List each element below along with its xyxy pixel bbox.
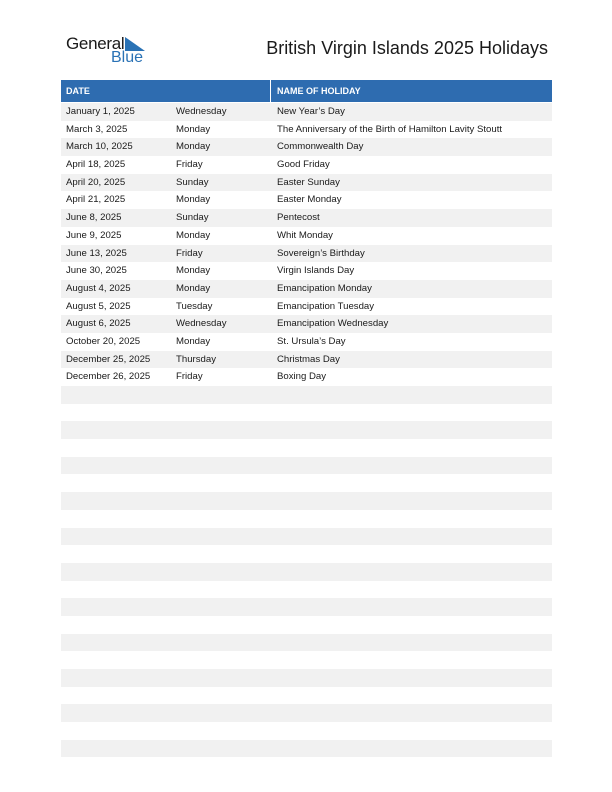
holiday-name: Easter Monday <box>277 194 342 206</box>
holiday-date: June 9, 2025 <box>66 229 122 241</box>
holiday-name <box>272 669 552 687</box>
holiday-name: Easter Sunday <box>277 176 340 188</box>
table-row <box>61 191 552 209</box>
holiday-weekday: Monday <box>176 265 211 277</box>
table-row <box>61 298 552 316</box>
logo-text-general: General <box>66 34 125 53</box>
holiday-name <box>272 563 552 581</box>
holiday-weekday <box>171 722 272 740</box>
logo-text-blue: Blue <box>111 49 144 66</box>
holiday-name <box>272 687 552 705</box>
table-row <box>61 510 552 528</box>
table-header <box>61 80 552 102</box>
holiday-date <box>61 704 171 722</box>
table-row <box>61 333 552 351</box>
holiday-date <box>61 510 171 528</box>
holiday-weekday <box>171 634 272 652</box>
table-row <box>61 227 552 245</box>
table-row <box>61 421 552 439</box>
holiday-name <box>272 651 552 669</box>
table-row <box>61 598 552 616</box>
holiday-weekday <box>171 457 272 475</box>
holiday-date: January 1, 2025 <box>66 106 135 117</box>
holiday-date: October 20, 2025 <box>66 335 141 347</box>
holiday-name: Christmas Day <box>277 353 340 365</box>
holiday-date <box>61 687 171 705</box>
holiday-weekday: Wednesday <box>176 318 227 330</box>
holiday-name: Good Friday <box>277 159 330 171</box>
table-row <box>61 103 552 121</box>
holiday-weekday: Monday <box>176 282 211 294</box>
holiday-name: The Anniversary of the Birth of Hamilton Lavity Stoutt <box>277 123 503 135</box>
holiday-weekday: Monday <box>176 194 211 206</box>
holiday-name: New Year’s Day <box>277 106 345 117</box>
holiday-date <box>61 421 171 439</box>
holiday-weekday: Friday <box>176 159 203 171</box>
holiday-date: March 3, 2025 <box>66 123 128 135</box>
page-title: British Virgin Islands 2025 Holidays <box>266 38 548 58</box>
holiday-date <box>61 757 171 775</box>
column-header-holiday-name: NAME OF HOLIDAY <box>277 86 361 96</box>
holiday-name <box>272 757 552 775</box>
holiday-table <box>61 80 552 775</box>
holiday-weekday <box>171 740 272 758</box>
holiday-date <box>61 581 171 599</box>
table-row <box>61 315 552 333</box>
table-row <box>61 245 552 263</box>
holiday-name <box>272 722 552 740</box>
holiday-weekday <box>171 510 272 528</box>
holiday-name: Boxing Day <box>277 371 327 383</box>
holiday-weekday <box>171 757 272 775</box>
holiday-date: April 18, 2025 <box>66 159 126 171</box>
holiday-date <box>61 545 171 563</box>
holiday-weekday <box>171 687 272 705</box>
holiday-date <box>61 651 171 669</box>
holiday-date <box>61 722 171 740</box>
table-row <box>61 545 552 563</box>
table-row <box>61 757 552 775</box>
holiday-weekday <box>171 598 272 616</box>
table-row <box>61 280 552 298</box>
column-header-date: DATE <box>61 80 271 102</box>
holiday-date: December 26, 2025 <box>66 371 151 383</box>
holiday-weekday <box>171 528 272 546</box>
holiday-name <box>272 404 552 422</box>
table-row <box>61 704 552 722</box>
table-row <box>61 439 552 457</box>
table-row <box>61 669 552 687</box>
table-row <box>61 174 552 192</box>
holiday-weekday <box>171 492 272 510</box>
table-row <box>61 616 552 634</box>
table-row <box>61 368 552 386</box>
holiday-weekday <box>171 474 272 492</box>
holiday-weekday <box>171 439 272 457</box>
logo <box>66 34 156 68</box>
holiday-date <box>61 563 171 581</box>
holiday-date <box>61 474 171 492</box>
holiday-date: March 10, 2025 <box>66 141 133 153</box>
holiday-date <box>61 492 171 510</box>
holiday-name <box>272 581 552 599</box>
holiday-name <box>272 439 552 457</box>
holiday-weekday <box>171 651 272 669</box>
holiday-weekday: Friday <box>176 371 203 383</box>
table-row <box>61 156 552 174</box>
table-row <box>61 651 552 669</box>
holiday-name <box>272 740 552 758</box>
holiday-name: Emancipation Monday <box>277 282 372 294</box>
holiday-weekday: Monday <box>176 141 211 153</box>
holiday-date <box>61 457 171 475</box>
holiday-date <box>61 439 171 457</box>
holiday-name: Emancipation Wednesday <box>277 318 389 330</box>
table-row <box>61 121 552 139</box>
holiday-date: August 6, 2025 <box>66 318 131 330</box>
holiday-name <box>272 474 552 492</box>
holiday-date: December 25, 2025 <box>66 353 151 365</box>
holiday-name <box>272 528 552 546</box>
holiday-weekday <box>171 616 272 634</box>
table-row <box>61 474 552 492</box>
holiday-name: Commonwealth Day <box>277 141 364 153</box>
holiday-weekday: Wednesday <box>176 106 227 117</box>
holiday-name <box>272 704 552 722</box>
holiday-weekday: Monday <box>176 229 211 241</box>
holiday-weekday: Tuesday <box>176 300 213 312</box>
holiday-weekday <box>171 563 272 581</box>
table-row <box>61 581 552 599</box>
holiday-date <box>61 616 171 634</box>
table-row <box>61 740 552 758</box>
holiday-date: August 4, 2025 <box>66 282 131 294</box>
holiday-weekday <box>171 404 272 422</box>
holiday-weekday <box>171 545 272 563</box>
table-row <box>61 404 552 422</box>
table-body <box>61 103 552 775</box>
holiday-name <box>272 510 552 528</box>
holiday-weekday: Thursday <box>176 353 216 365</box>
holiday-date <box>61 404 171 422</box>
holiday-date: June 8, 2025 <box>66 212 122 224</box>
table-row <box>61 209 552 227</box>
table-row <box>61 138 552 156</box>
holiday-date <box>61 669 171 687</box>
holiday-date: August 5, 2025 <box>66 300 131 312</box>
holiday-date: June 13, 2025 <box>66 247 127 259</box>
table-row <box>61 351 552 369</box>
holiday-name <box>272 634 552 652</box>
holiday-name: Virgin Islands Day <box>277 265 355 277</box>
holiday-weekday: Monday <box>176 123 211 135</box>
holiday-weekday <box>171 669 272 687</box>
holiday-name <box>272 457 552 475</box>
table-row <box>61 563 552 581</box>
holiday-name <box>272 545 552 563</box>
holiday-name <box>272 598 552 616</box>
holiday-weekday <box>171 581 272 599</box>
holiday-date <box>61 598 171 616</box>
holiday-name: Pentecost <box>277 212 320 224</box>
holiday-date <box>61 528 171 546</box>
holiday-weekday: Sunday <box>176 176 209 188</box>
holiday-name: St. Ursula’s Day <box>277 335 346 347</box>
table-row <box>61 492 552 510</box>
holiday-weekday: Monday <box>176 335 211 347</box>
holiday-name: Emancipation Tuesday <box>277 300 375 312</box>
table-row <box>61 634 552 652</box>
holiday-date <box>61 740 171 758</box>
holiday-weekday <box>171 386 272 404</box>
holiday-date: April 21, 2025 <box>66 194 126 206</box>
table-row <box>61 687 552 705</box>
table-row <box>61 386 552 404</box>
holiday-weekday: Sunday <box>176 212 209 224</box>
holiday-name: Sovereign’s Birthday <box>277 247 365 259</box>
holiday-weekday: Friday <box>176 247 203 259</box>
holiday-weekday <box>171 704 272 722</box>
holiday-date <box>61 386 171 404</box>
table-row <box>61 722 552 740</box>
holiday-name <box>272 616 552 634</box>
holiday-date <box>61 634 171 652</box>
holiday-date: April 20, 2025 <box>66 176 126 188</box>
table-row <box>61 457 552 475</box>
holiday-name <box>272 492 552 510</box>
table-row <box>61 528 552 546</box>
holiday-name <box>272 386 552 404</box>
holiday-date: June 30, 2025 <box>66 265 127 277</box>
holiday-name <box>272 421 552 439</box>
holiday-name: Whit Monday <box>277 229 333 241</box>
table-row <box>61 262 552 280</box>
holiday-weekday <box>171 421 272 439</box>
